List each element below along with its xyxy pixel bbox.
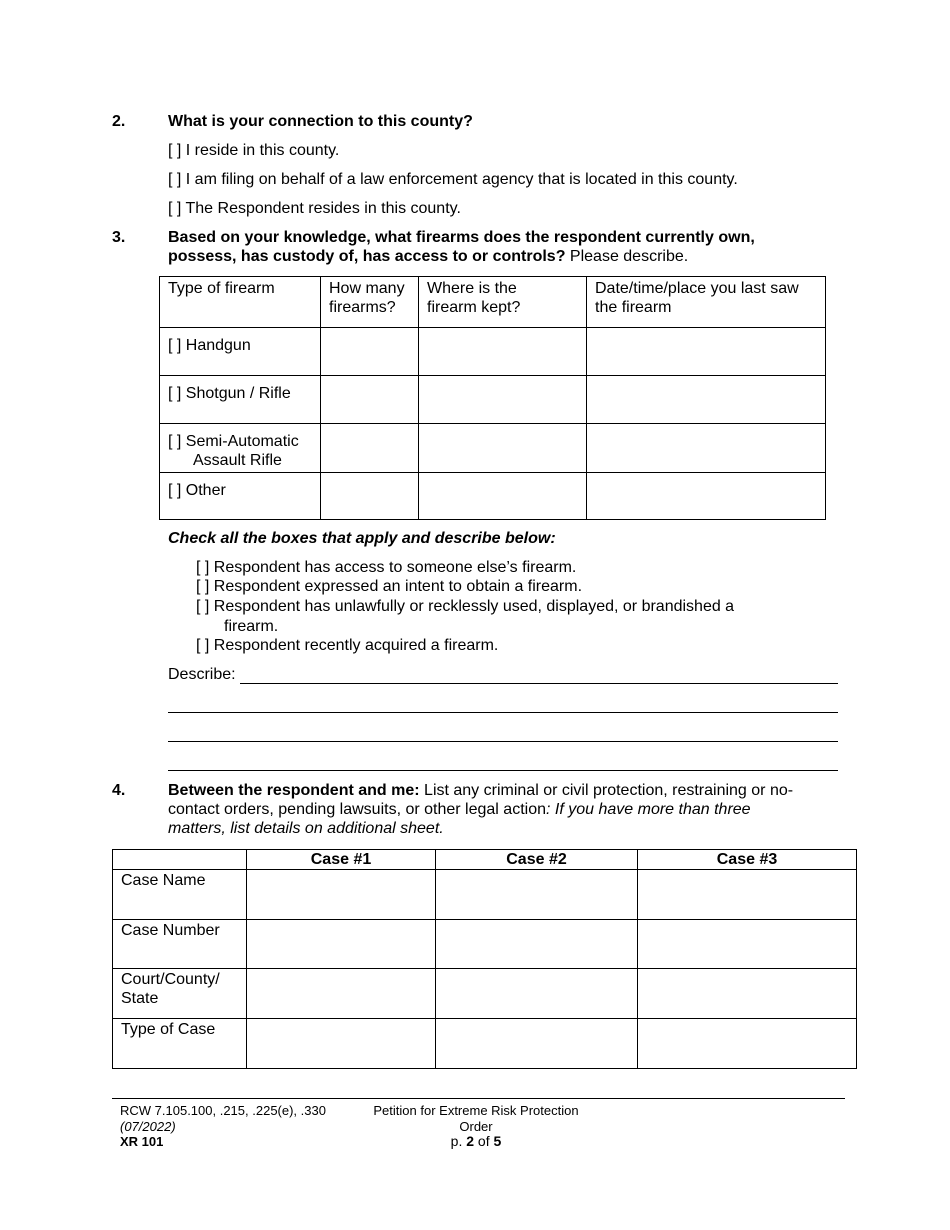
other-location-cell[interactable] <box>419 473 587 520</box>
case2-number-cell[interactable] <box>436 920 638 969</box>
case3-number-cell[interactable] <box>638 920 857 969</box>
case-row-court <box>113 969 857 1019</box>
q3-question-line2 <box>168 248 688 266</box>
firearm-row-semi-automatic <box>160 424 826 473</box>
check-access-others-firearm[interactable]: [ ] Respondent has access to someone else’s firearm. <box>196 559 577 576</box>
firearm-type-handgun[interactable]: [ ] Handgun <box>160 328 321 376</box>
semi-auto-last-seen-cell[interactable] <box>587 424 826 473</box>
other-count-cell[interactable] <box>321 473 419 520</box>
case3-court-cell[interactable] <box>638 969 857 1019</box>
case1-court-cell[interactable] <box>247 969 436 1019</box>
q4-line2-italic: : If you have more than three <box>546 801 751 818</box>
header-how-many: How many firearms? <box>321 277 419 328</box>
handgun-last-seen-cell[interactable] <box>587 328 826 376</box>
footer-page-total: 5 <box>493 1133 502 1149</box>
footer-rcw: RCW 7.105.100, .215, .225(e), .330 <box>120 1103 326 1118</box>
q3-question-line2-bold: possess, has custody of, has access to or controls? <box>168 248 566 265</box>
case2-name-cell[interactable] <box>436 870 638 920</box>
case3-type-cell[interactable] <box>638 1019 857 1069</box>
semi-auto-count-cell[interactable] <box>321 424 419 473</box>
semi-auto-location-cell[interactable] <box>419 424 587 473</box>
cases-header-case-2: Case #2 <box>436 850 638 870</box>
shotgun-count-cell[interactable] <box>321 376 419 424</box>
q3-question-tail: Please describe. <box>565 248 689 265</box>
q4-line1 <box>168 782 793 800</box>
case3-name-cell[interactable] <box>638 870 857 920</box>
footer-page-current: 2 <box>466 1133 475 1149</box>
q2-option-law-enforcement[interactable]: [ ] I am filing on behalf of a law enforcement agency that is located in this county. <box>168 171 738 188</box>
cases-header-blank <box>113 850 247 870</box>
q2-question: What is your connection to this county? <box>168 113 473 130</box>
case1-number-cell[interactable] <box>247 920 436 969</box>
check-recently-acquired[interactable]: [ ] Respondent recently acquired a firearm. <box>196 637 499 654</box>
firearm-row-shotgun <box>160 376 826 424</box>
describe-line-3[interactable] <box>168 741 838 742</box>
check-all-heading: Check all the boxes that apply and describe below: <box>168 530 556 547</box>
cases-table-header-row <box>113 850 857 870</box>
footer-form-id: XR 101 <box>120 1134 164 1149</box>
firearms-table-header-row <box>160 277 826 328</box>
case1-name-cell[interactable] <box>247 870 436 920</box>
q4-line1-rest: List any criminal or civil protection, restraining or no- <box>419 782 794 799</box>
shotgun-location-cell[interactable] <box>419 376 587 424</box>
describe-line-2[interactable] <box>168 712 838 713</box>
header-type-of-firearm: Type of firearm <box>160 277 321 328</box>
case-row-number <box>113 920 857 969</box>
q3-question-line1: Based on your knowledge, what firearms does the respondent currently own, <box>168 229 755 246</box>
check-unlawful-use[interactable]: [ ] Respondent has unlawfully or recklessly used, displayed, or brandished a <box>196 598 735 615</box>
shotgun-last-seen-cell[interactable] <box>587 376 826 424</box>
header-last-seen: Date/time/place you last saw the firearm <box>587 277 826 328</box>
case-number-label: Case Number <box>113 920 247 969</box>
firearm-row-other <box>160 473 826 520</box>
footer-title-line2: Order <box>459 1119 493 1134</box>
case-row-type <box>113 1019 857 1069</box>
footer-date: (07/2022) <box>120 1119 176 1134</box>
case-name-label: Case Name <box>113 870 247 920</box>
firearm-type-shotgun-rifle[interactable]: [ ] Shotgun / Rifle <box>160 376 321 424</box>
case-row-name <box>113 870 857 920</box>
header-where-kept: Where is the firearm kept? <box>419 277 587 328</box>
describe-label: Describe: <box>168 666 236 683</box>
type-of-case-label: Type of Case <box>113 1019 247 1069</box>
court-county-state-label: Court/County/ State <box>113 969 247 1019</box>
q2-option-reside[interactable]: [ ] I reside in this county. <box>168 142 340 159</box>
check-unlawful-use-cont: firearm. <box>224 618 279 635</box>
q4-line3: matters, list details on additional sheet. <box>168 820 444 837</box>
firearm-type-semi-automatic[interactable]: [ ] Semi-Automatic Assault Rifle <box>160 424 321 473</box>
cases-table <box>112 849 857 1069</box>
check-intent-to-obtain[interactable]: [ ] Respondent expressed an intent to obtain a firearm. <box>196 578 583 595</box>
handgun-count-cell[interactable] <box>321 328 419 376</box>
case2-type-cell[interactable] <box>436 1019 638 1069</box>
firearm-type-other[interactable]: [ ] Other <box>160 473 321 520</box>
cases-header-case-1: Case #1 <box>247 850 436 870</box>
handgun-location-cell[interactable] <box>419 328 587 376</box>
case1-type-cell[interactable] <box>247 1019 436 1069</box>
cases-header-case-3: Case #3 <box>638 850 857 870</box>
footer-rule <box>112 1098 845 1099</box>
q4-line2 <box>168 801 751 819</box>
footer-page-number: p. 2 of 5 <box>450 1133 502 1149</box>
case2-court-cell[interactable] <box>436 969 638 1019</box>
other-last-seen-cell[interactable] <box>587 473 826 520</box>
q4-line2-normal: contact orders, pending lawsuits, or other legal action <box>168 801 546 818</box>
q3-number: 3. <box>112 229 126 246</box>
q2-number: 2. <box>112 113 126 130</box>
q4-lead: Between the respondent and me: <box>168 782 420 799</box>
q4-number: 4. <box>112 782 126 799</box>
describe-line-1[interactable] <box>240 683 838 684</box>
q2-option-respondent-resides[interactable]: [ ] The Respondent resides in this county. <box>168 200 461 217</box>
firearm-row-handgun <box>160 328 826 376</box>
footer-title-line1: Petition for Extreme Risk Protection <box>373 1103 579 1118</box>
firearms-table <box>159 276 826 520</box>
describe-line-4[interactable] <box>168 770 838 771</box>
